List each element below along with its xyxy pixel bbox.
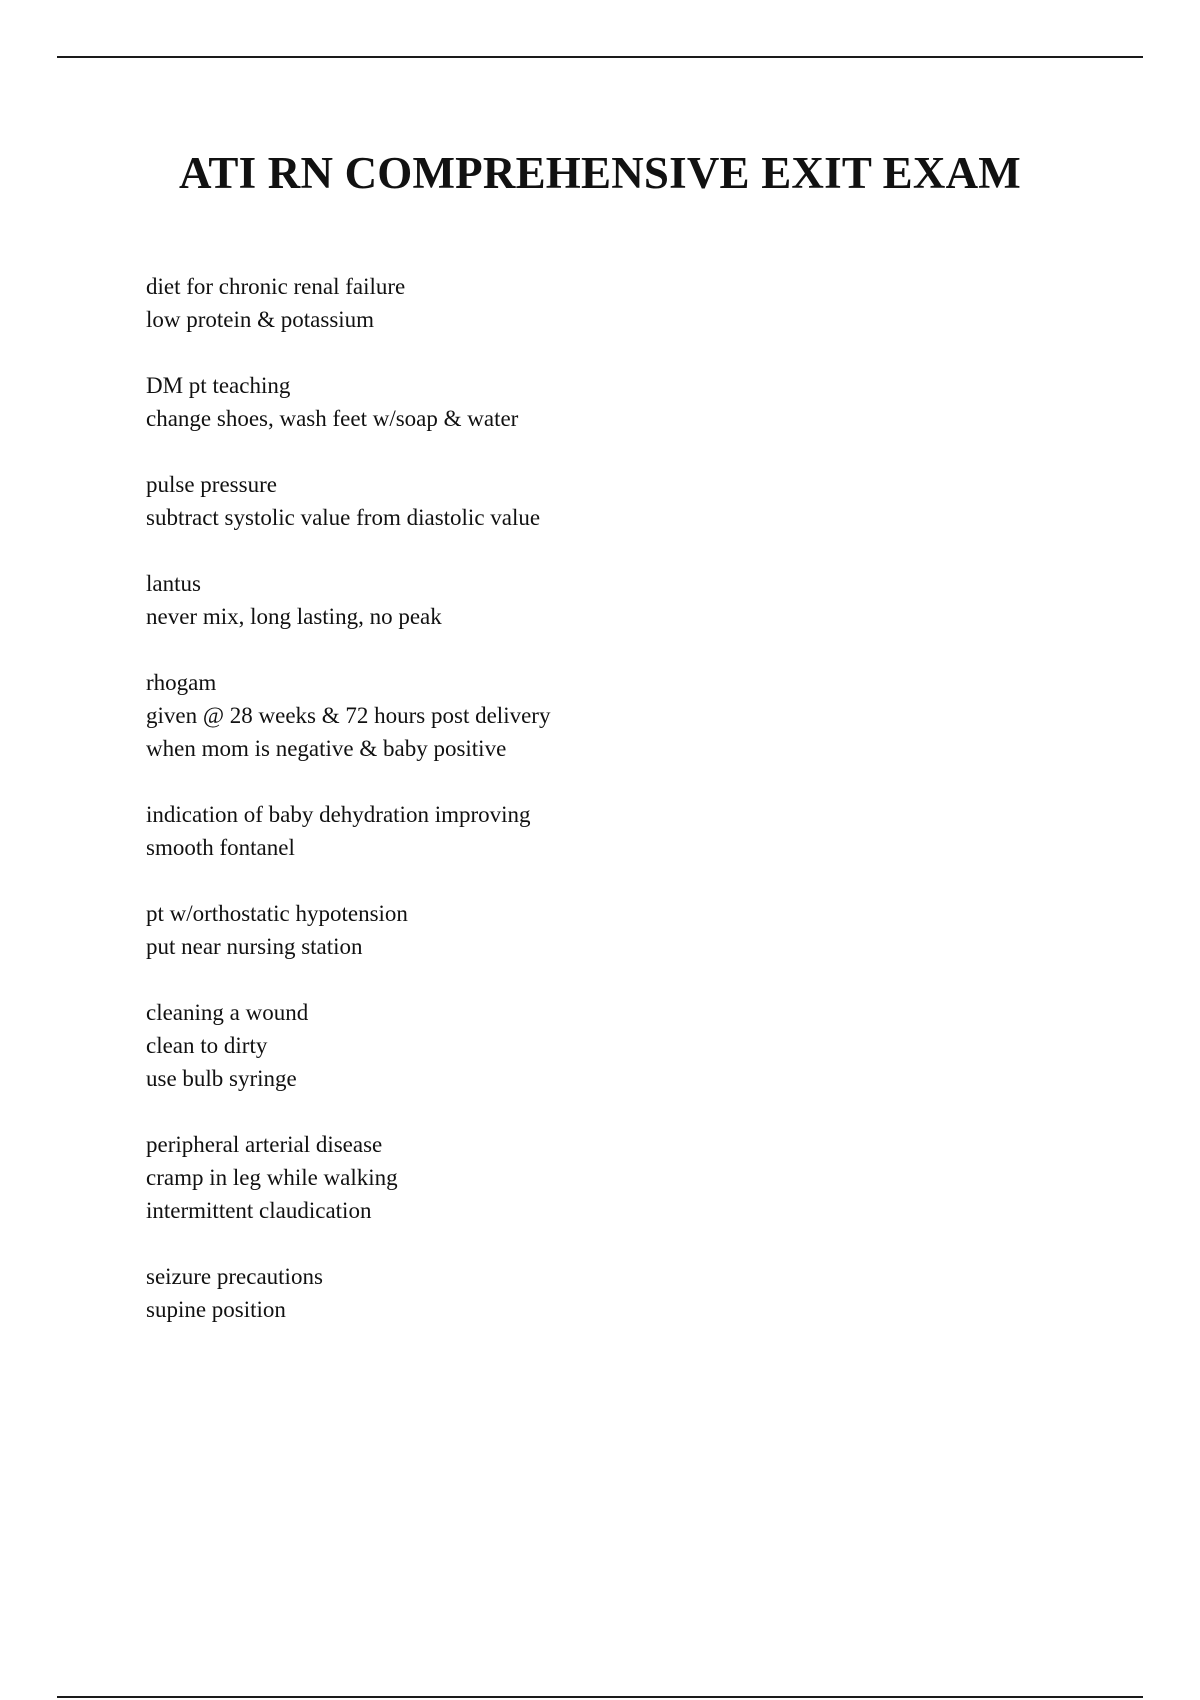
flashcard-definition-line: intermittent claudication — [146, 1198, 372, 1223]
flashcard-term: diet for chronic renal failure — [146, 274, 406, 299]
flashcard-term: rhogam — [146, 670, 217, 695]
flashcard — [146, 1128, 1046, 1227]
flashcard-definition-line: clean to dirty — [146, 1033, 268, 1058]
flashcard — [146, 270, 1046, 336]
flashcard-term: cleaning a wound — [146, 1000, 309, 1025]
flashcard — [146, 897, 1046, 963]
page-title: ATI RN COMPREHENSIVE EXIT EXAM — [179, 148, 1021, 198]
flashcard-definition-line: given @ 28 weeks & 72 hours post delivery — [146, 703, 551, 728]
flashcard-term: seizure precautions — [146, 1264, 323, 1289]
flashcard-term: peripheral arterial disease — [146, 1132, 383, 1157]
flashcard-definition-line: cramp in leg while walking — [146, 1165, 398, 1190]
flashcard-definition-line: put near nursing station — [146, 934, 363, 959]
flashcard-term: pulse pressure — [146, 472, 277, 497]
flashcard-definition-line: subtract systolic value from diastolic value — [146, 505, 541, 530]
flashcard-definition-line: when mom is negative & baby positive — [146, 736, 507, 761]
flashcard-list — [146, 270, 1046, 1359]
flashcard-definition-line: change shoes, wash feet w/soap & water — [146, 406, 519, 431]
flashcard — [146, 567, 1046, 633]
flashcard — [146, 798, 1046, 864]
flashcard-definition-line: low protein & potassium — [146, 307, 375, 332]
flashcard-definition-line: never mix, long lasting, no peak — [146, 604, 442, 629]
flashcard — [146, 468, 1046, 534]
flashcard — [146, 1260, 1046, 1326]
flashcard — [146, 666, 1046, 765]
flashcard — [146, 996, 1046, 1095]
flashcard-term: DM pt teaching — [146, 373, 291, 398]
top-rule — [57, 56, 1143, 58]
flashcard-definition-line: smooth fontanel — [146, 835, 295, 860]
flashcard — [146, 369, 1046, 435]
flashcard-definition-line: supine position — [146, 1297, 286, 1322]
flashcard-term: indication of baby dehydration improving — [146, 802, 531, 827]
flashcard-term: lantus — [146, 571, 201, 596]
flashcard-definition-line: use bulb syringe — [146, 1066, 297, 1091]
bottom-rule — [57, 1696, 1143, 1698]
flashcard-term: pt w/orthostatic hypotension — [146, 901, 408, 926]
